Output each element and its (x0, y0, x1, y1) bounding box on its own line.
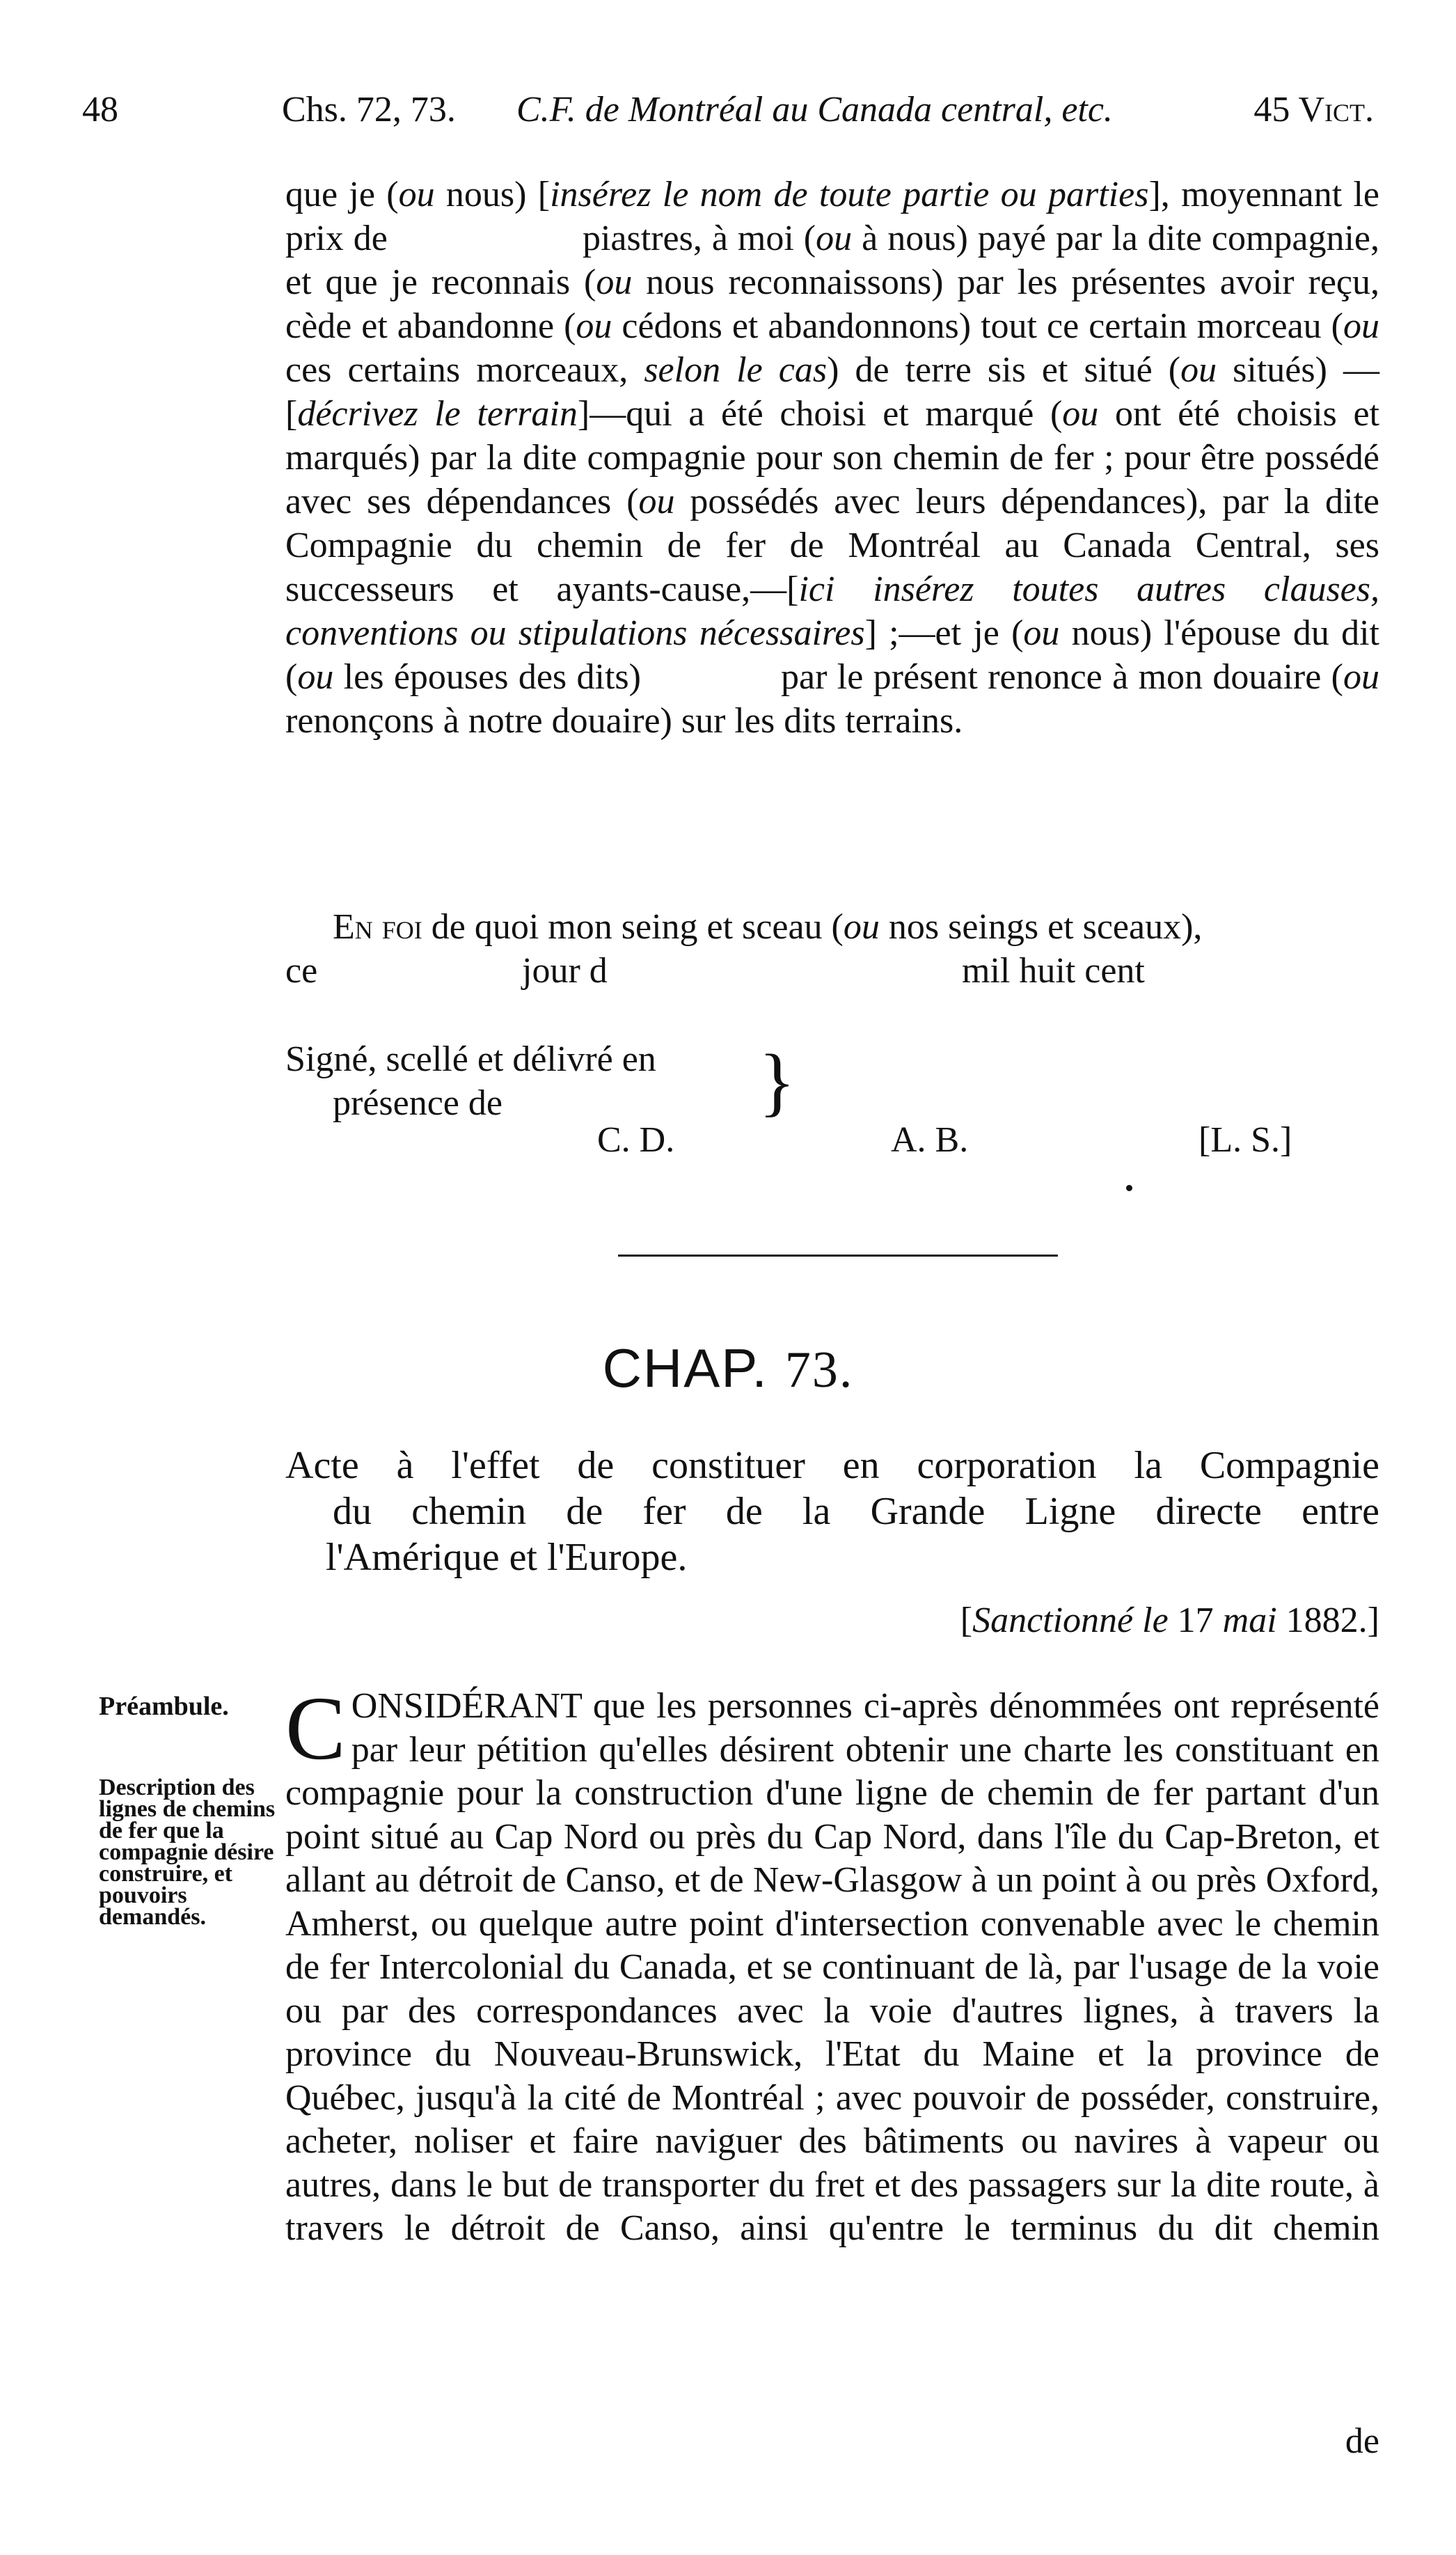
signature-ab: A. B. (891, 1120, 969, 1160)
signature-block (285, 1037, 1379, 1162)
header-chapters: Chs. 72, 73. (282, 90, 456, 129)
chapter-label: CHAP. (602, 1337, 768, 1399)
header-session: 45 Vict. (1253, 90, 1374, 129)
date-ce: ce (285, 951, 318, 991)
signature-brace: } (759, 1039, 796, 1124)
deed-form-paragraph: que je (ou nous) [insérez le nom de toute partie ou parties], moyennant le prix de piastres, à moi (ou à nous) payé par la dite compagnie, et que je reconnais (ou nous reconnaissons) par les présentes avoir reçu, cède et abandonne (ou cédons et abandonnons) tout ce certain morceau (ou ces certains morceaux, selon le cas) de terre sis et situé (ou situés) —[décrivez le terrain]—qui a été choisi et marqué (ou ont été choisis et marqués) par la dite compagnie pour son chemin de fer ; pour être possédé avec ses dépendances (ou possédés avec leurs dépendances), par la dite Compagnie du chemin de fer de Montréal au Canada Central, ses successeurs et ayants-cause,—[ici insérez toutes autres clauses, conventions ou stipulations nécessaires] ;—et je (ou nous) l'épouse du dit (ou les épouses des dits) par le présent renonce à mon douaire (ou renonçons à notre douaire) sur les dits terrains. (285, 175, 1388, 741)
date-jour: jour d (522, 951, 608, 991)
date-line (285, 949, 1379, 993)
stray-dot (1126, 1185, 1132, 1191)
drop-cap: C (285, 1679, 346, 1779)
header-title: C.F. de Montréal au Canada central, etc. (516, 90, 1113, 129)
page-number: 48 (82, 90, 118, 129)
witness-clause (285, 905, 1379, 993)
act-title-line-3: l'Amérique et l'Europe. (326, 1536, 688, 1579)
preamble-paragraph: CONSIDÉRANT que les personnes ci-après dénommées ont représenté par leur pétition qu'elles désirent obtenir une charte les constituant en compagnie pour la construction d'une ligne de chemin de fer partant d'un point situé au Cap Nord ou près du Cap Nord, dans l'île du Cap-Breton, et allant au détroit de Canso, et de New-Glasgow à un point à ou près Oxford, Amherst, ou quelque autre point d'intersection convenable avec le chemin de fer Intercolonial du Canada, et se continuant de là, par l'usage de la voie ou par des correspondances avec la voie d'autres lignes, à travers la province du Nouveau-Brunswick, l'Etat du Maine et la province de Québec, jusqu'à la cité de Montréal ; avec pouvoir de posséder, construire, acheter, noliser et faire naviguer des bâtiments ou navires à vapeur ou autres, dans le but de transporter du fret et des passagers sur la dite route, à travers le détroit de Canso, ainsi qu'entre le terminus du dit chemin (285, 1679, 1379, 2248)
date-mil: mil huit cent (962, 951, 1145, 991)
sanction-date: [Sanctionné le 17 mai 1882.] (960, 1601, 1379, 1640)
act-title-line-1: Acte à l'effet de constituer en corporation la Compagnie (285, 1444, 1379, 1487)
signature-names (285, 1118, 1379, 1162)
chapter-heading (0, 1337, 1456, 1400)
catchword: de (1345, 2421, 1379, 2461)
act-title-line-2: du chemin de fer de la Grande Ligne directe entre (333, 1490, 1379, 1533)
signature-line-2: présence de (333, 1083, 503, 1123)
signature-cd: C. D. (597, 1120, 675, 1160)
preamble-text (285, 1679, 1379, 2251)
margin-note-preamble: Préambule. (99, 1692, 229, 1721)
margin-note-description: Description des lignes de chemins de fer que la compagnie désire construire, et pouvoirs demandés. (99, 1775, 276, 1930)
running-header (0, 89, 1456, 145)
witness-line: En foi de quoi mon seing et sceau (ou nos seings et sceaux), (333, 907, 1203, 947)
chapter-number: 73. (784, 1342, 854, 1399)
section-divider (618, 1255, 1058, 1257)
signature-ls: [L. S.] (1198, 1120, 1292, 1160)
deed-form-text (285, 173, 1388, 743)
act-title (285, 1442, 1379, 1580)
signature-line-1: Signé, scellé et délivré en (285, 1039, 656, 1079)
